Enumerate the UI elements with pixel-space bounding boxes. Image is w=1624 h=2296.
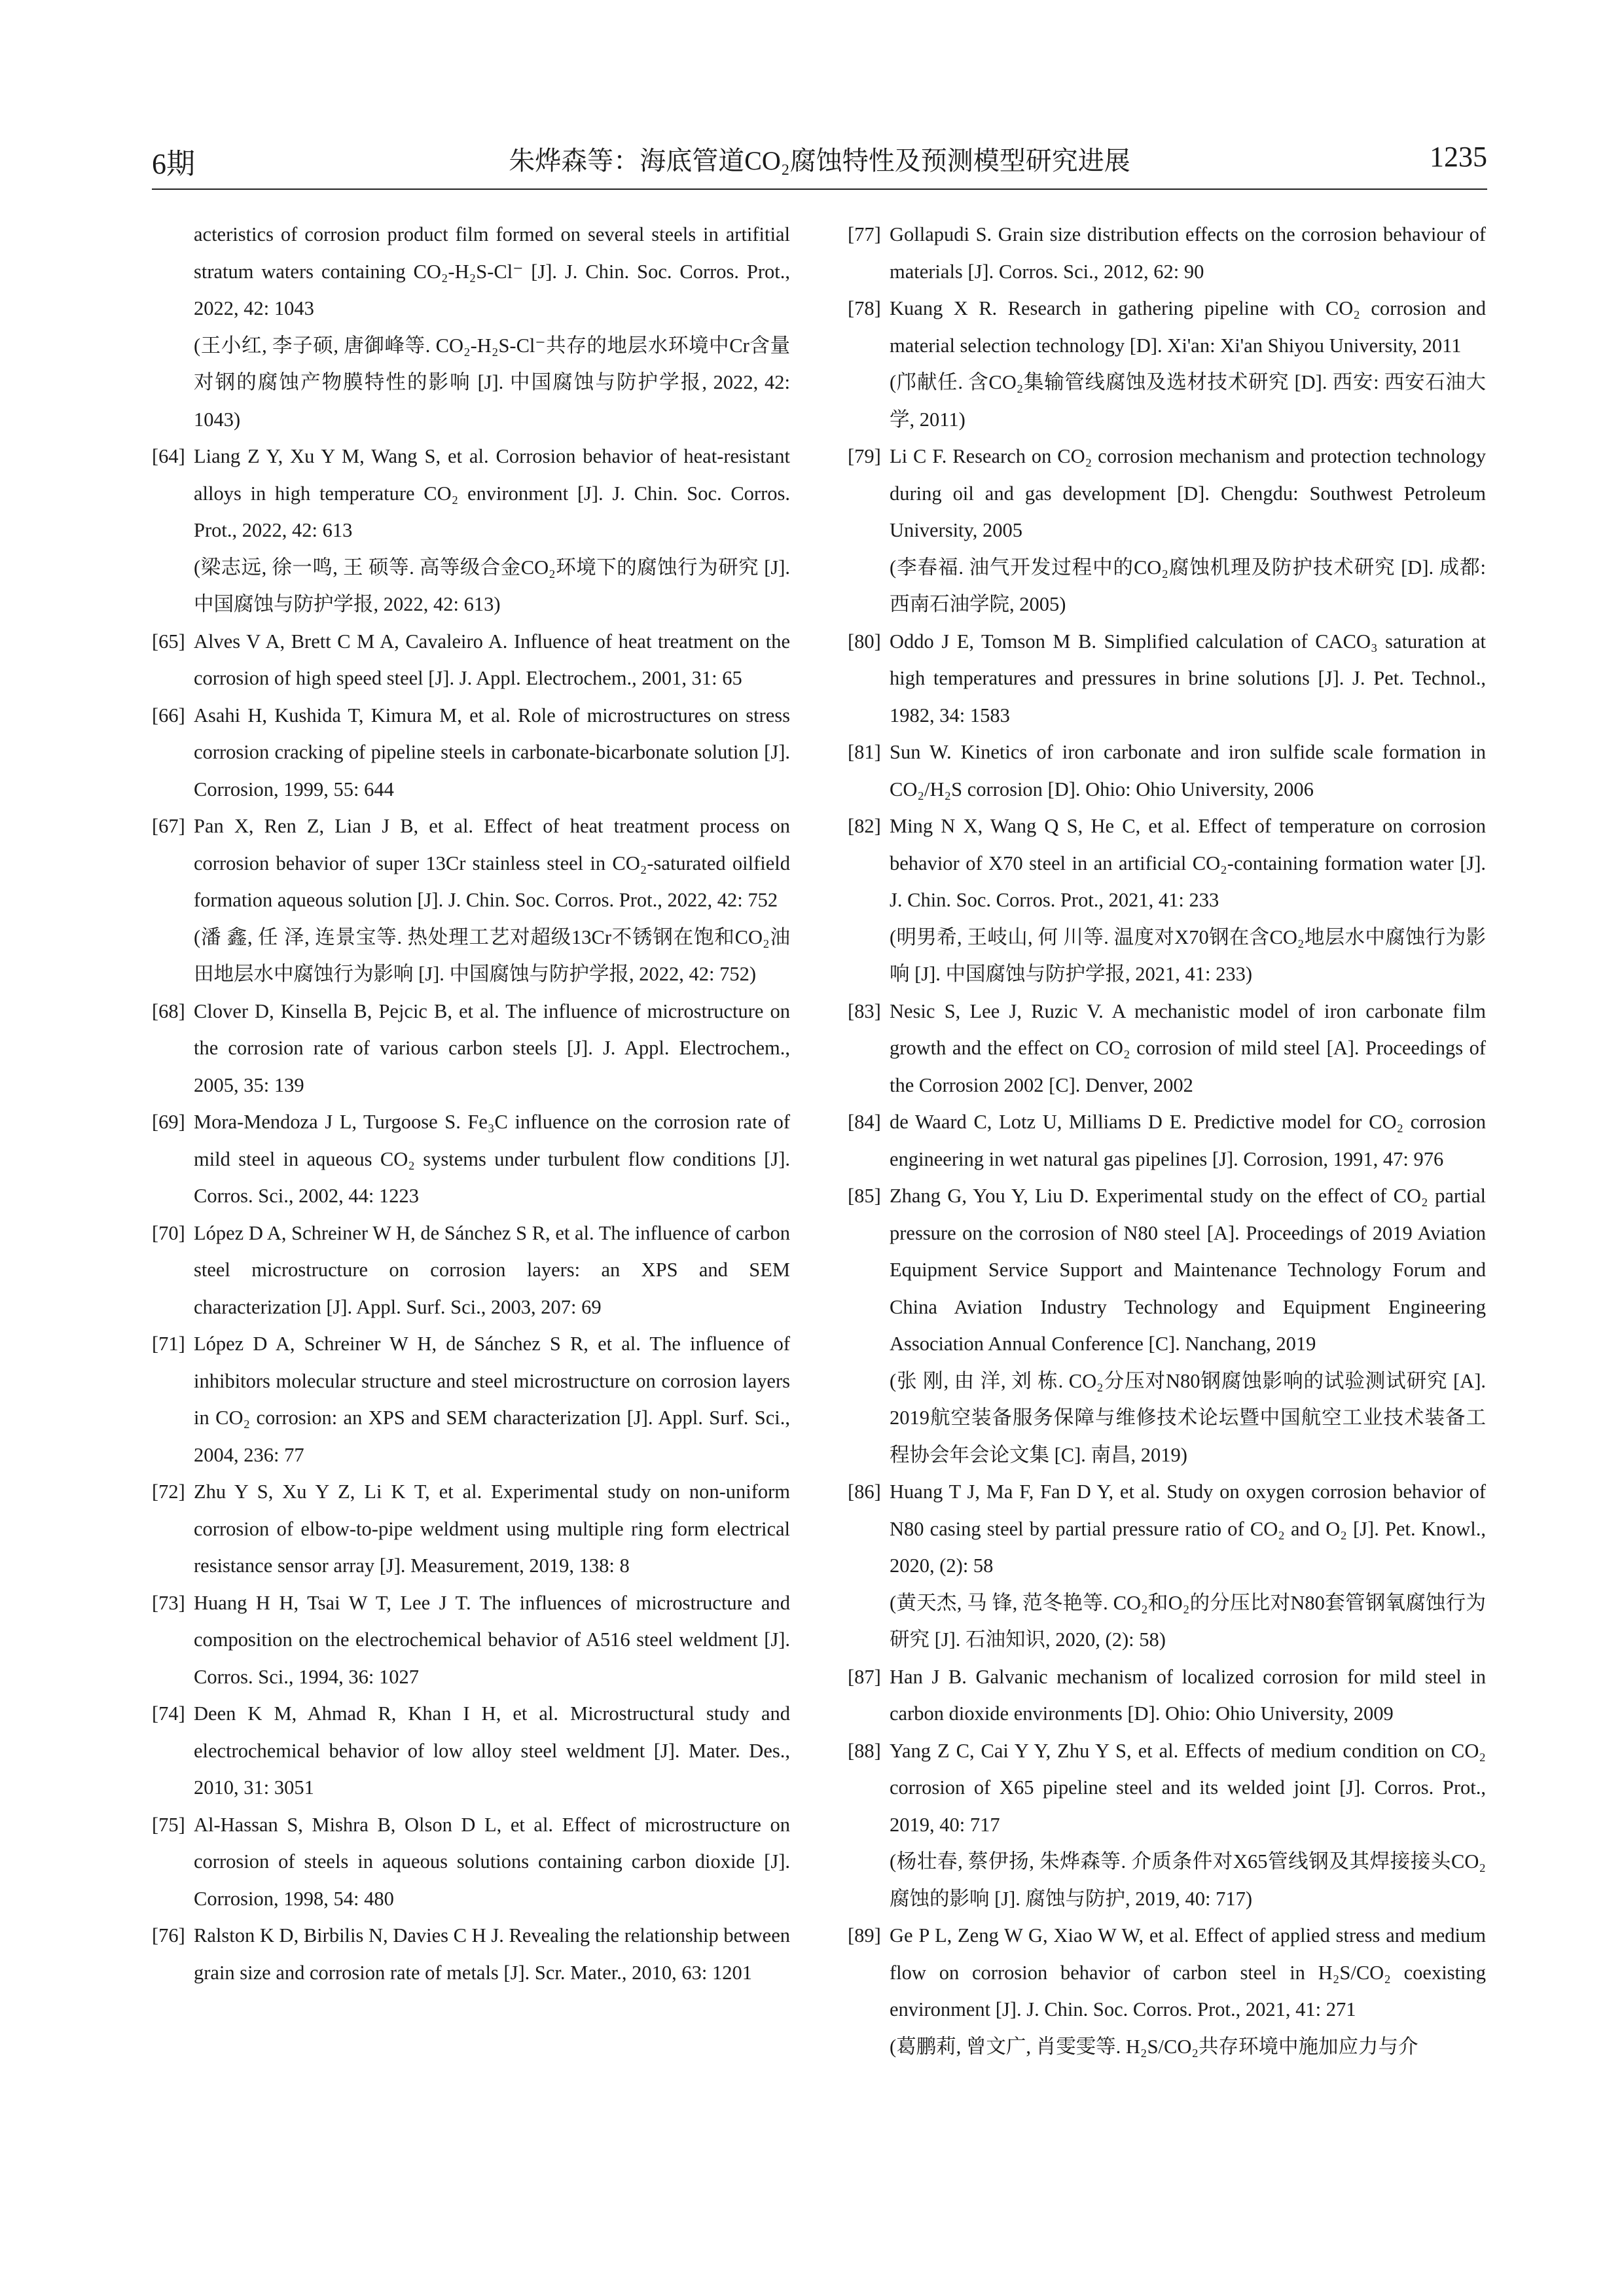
issue-number: 6期 <box>152 148 195 180</box>
reference-entry <box>152 216 790 438</box>
reference-text: Asahi H, Kushida T, Kimura M, et al. Role of microstructures on stress corrosion cracking of pipeline steels in carbonate-bicarbonate solution [J]. Corrosion, 1999, 55: 644 <box>194 704 790 800</box>
reference-entry <box>848 1103 1486 1177</box>
reference-entry <box>152 1695 790 1806</box>
reference-text: Deen K M, Ahmad R, Khan I H, et al. Microstructural study and electrochemical behavior of low alloy steel weldment [J]. Mater. Des., 2010, 31: 3051 <box>194 1702 790 1799</box>
reference-text: Pan X, Ren Z, Lian J B, et al. Effect of heat treatment process on corrosion behavior of super 13Cr stainless steel in CO₂-saturated oilfield formation aqueous solution [J]. J. Chin. Soc. Corros. Prot., 2022, 42: 752 <box>194 815 790 911</box>
reference-entry <box>152 1103 790 1215</box>
reference-number: [70] <box>152 1221 185 1244</box>
reference-entry <box>152 993 790 1104</box>
reference-number: [68] <box>152 999 185 1022</box>
reference-number: [87] <box>848 1665 881 1688</box>
reference-number: [84] <box>848 1111 881 1133</box>
reference-chinese-text: (李春福. 油气开发过程中的CO₂腐蚀机理及防护技术研究 [D]. 成都: 西南石油学院, 2005) <box>890 556 1486 615</box>
reference-number: [72] <box>152 1480 185 1503</box>
reference-entry <box>848 623 1486 734</box>
reference-entry <box>152 697 790 808</box>
reference-number: [65] <box>152 630 185 653</box>
reference-number: [73] <box>152 1591 185 1614</box>
reference-text: Han J B. Galvanic mechanism of localized corrosion for mild steel in carbon dioxide environments [D]. Ohio: Ohio University, 2009 <box>890 1665 1486 1725</box>
reference-entry <box>848 734 1486 808</box>
reference-number: [89] <box>848 1924 881 1946</box>
reference-number: [85] <box>848 1185 881 1207</box>
reference-text: Ge P L, Zeng W G, Xiao W W, et al. Effect of applied stress and medium flow on corrosion behavior of carbon steel in H₂S/CO₂ coexisting environment [J]. J. Chin. Soc. Corros. Prot., 2021, 41: 271 <box>890 1924 1486 2020</box>
reference-entry <box>152 1325 790 1473</box>
reference-chinese-text: (梁志远, 徐一鸣, 王 硕等. 高等级合金CO₂环境下的腐蚀行为研究 [J]. 中国腐蚀与防护学报, 2022, 42: 613) <box>194 556 790 615</box>
reference-text: Ming N X, Wang Q S, He C, et al. Effect of temperature on corrosion behavior of X70 steel in an artificial CO₂-containing formation water [J]. J. Chin. Soc. Corros. Prot., 2021, 41: 233 <box>890 815 1486 911</box>
reference-text: Nesic S, Lee J, Ruzic V. A mechanistic model of iron carbonate film growth and the effect on CO₂ corrosion of mild steel [A]. Proceedings of the Corrosion 2002 [C]. Denver, 2002 <box>890 999 1486 1096</box>
reference-number: [82] <box>848 815 881 837</box>
reference-text: Huang T J, Ma F, Fan D Y, et al. Study on oxygen corrosion behavior of N80 casing steel by partial pressure ratio of CO₂ and O₂ [J]. Pet. Knowl., 2020, (2): 58 <box>890 1480 1486 1577</box>
reference-text: de Waard C, Lotz U, Milliams D E. Predictive model for CO₂ corrosion engineering in wet natural gas pipelines [J]. Corrosion, 1991, 47: 976 <box>890 1111 1486 1170</box>
reference-chinese-text: (潘 鑫, 任 泽, 连景宝等. 热处理工艺对超级13Cr不锈钢在饱和CO₂油田地层水中腐蚀行为影响 [J]. 中国腐蚀与防护学报, 2022, 42: 752) <box>194 925 790 985</box>
reference-text: Kuang X R. Research in gathering pipeline with CO₂ corrosion and material selection technology [D]. Xi'an: Xi'an Shiyou University, 2011 <box>890 297 1486 357</box>
reference-text: Mora-Mendoza J L, Turgoose S. Fe₃C influence on the corrosion rate of mild steel in aqueous CO₂ systems under turbulent flow conditions [J]. Corros. Sci., 2002, 44: 1223 <box>194 1111 790 1207</box>
reference-entry <box>848 1659 1486 1732</box>
reference-text: Liang Z Y, Xu Y M, Wang S, et al. Corrosion behavior of heat-resistant alloys in high temperature CO₂ environment [J]. J. Chin. Soc. Corros. Prot., 2022, 42: 613 <box>194 445 790 541</box>
reference-number: [69] <box>152 1111 185 1133</box>
reference-text: Alves V A, Brett C M A, Cavaleiro A. Influence of heat treatment on the corrosion of high speed steel [J]. J. Appl. Electrochem., 2001, 31: 65 <box>194 630 790 689</box>
reference-entry <box>152 1215 790 1326</box>
reference-chinese-text: (黄天杰, 马 锋, 范冬艳等. CO₂和O₂的分压比对N80套管钢氧腐蚀行为研究 [J]. 石油知识, 2020, (2): 58) <box>890 1591 1486 1651</box>
reference-entry <box>848 216 1486 290</box>
reference-list-left-column <box>152 216 790 1991</box>
reference-text: Li C F. Research on CO₂ corrosion mechanism and protection technology during oil and gas development [D]. Chengdu: Southwest Petroleum University, 2005 <box>890 445 1486 541</box>
reference-text: Ralston K D, Birbilis N, Davies C H J. Revealing the relationship between grain size and corrosion rate of metals [J]. Scr. Mater., 2010, 63: 1201 <box>194 1924 790 1984</box>
reference-text: Huang H H, Tsai W T, Lee J T. The influences of microstructure and composition on the electrochemical behavior of A516 steel weldment [J]. Corros. Sci., 1994, 36: 1027 <box>194 1591 790 1688</box>
reference-number: [78] <box>848 297 881 319</box>
reference-entry <box>848 993 1486 1104</box>
reference-number: [77] <box>848 223 881 245</box>
reference-number: [76] <box>152 1924 185 1946</box>
reference-text: Clover D, Kinsella B, Pejcic B, et al. The influence of microstructure on the corrosion rate of various carbon steels [J]. J. Appl. Electrochem., 2005, 35: 139 <box>194 999 790 1096</box>
reference-entry <box>848 1473 1486 1659</box>
reference-entry <box>848 1177 1486 1473</box>
reference-text: Al-Hassan S, Mishra B, Olson D L, et al. Effect of microstructure on corrosion of steels in aqueous solutions containing carbon dioxide [J]. Corrosion, 1998, 54: 480 <box>194 1813 790 1910</box>
reference-entry <box>152 623 790 697</box>
reference-number: [88] <box>848 1739 881 1762</box>
reference-entry <box>152 1917 790 1991</box>
reference-text: Zhu Y S, Xu Y Z, Li K T, et al. Experimental study on non-uniform corrosion of elbow-to-pipe weldment using multiple ring form electrical resistance sensor array [J]. Measurement, 2019, 138: 8 <box>194 1480 790 1577</box>
reference-text: Gollapudi S. Grain size distribution effects on the corrosion behaviour of materials [J]. Corros. Sci., 2012, 62: 90 <box>890 223 1486 283</box>
reference-chinese-text: (邝献任. 含CO₂集输管线腐蚀及选材技术研究 [D]. 西安: 西安石油大学, 2011) <box>890 371 1486 431</box>
running-header <box>152 136 1487 190</box>
reference-entry <box>152 1806 790 1918</box>
reference-text: Yang Z C, Cai Y Y, Zhu Y S, et al. Effects of medium condition on CO₂ corrosion of X65 pipeline steel and its welded joint [J]. Corros. Prot., 2019, 40: 717 <box>890 1739 1486 1836</box>
reference-entry <box>848 808 1486 993</box>
reference-number: [86] <box>848 1480 881 1503</box>
reference-chinese-text: (王小红, 李子硕, 唐御峰等. CO₂-H₂S-Cl⁻共存的地层水环境中Cr含量对钢的腐蚀产物膜特性的影响 [J]. 中国腐蚀与防护学报, 2022, 42: 1043) <box>194 334 790 431</box>
running-title: 朱烨森等：海底管道CO₂腐蚀特性及预测模型研究进展 <box>509 146 1130 175</box>
reference-number: [81] <box>848 741 881 763</box>
reference-text: Zhang G, You Y, Liu D. Experimental study on the effect of CO₂ partial pressure on the corrosion of N80 steel [A]. Proceedings of 2019 Aviation Equipment Service Support and Maintenance Technology Forum and China Aviation Industry Technology and Equipment Engineering Association Annual Conference [C]. Nanchang, 2019 <box>890 1185 1486 1355</box>
reference-text: Oddo J E, Tomson M B. Simplified calculation of CACO₃ saturation at high temperatures and pressures in brine solutions [J]. J. Pet. Technol., 1982, 34: 1583 <box>890 630 1486 726</box>
reference-entry <box>848 1917 1486 2065</box>
reference-entry <box>152 438 790 623</box>
reference-text: acteristics of corrosion product film formed on several steels in artifitial stratum waters containing CO₂-H₂S-Cl⁻ [J]. J. Chin. Soc. Corros. Prot., 2022, 42: 1043 <box>194 223 790 319</box>
reference-text: Sun W. Kinetics of iron carbonate and iron sulfide scale formation in CO₂/H₂S corrosion [D]. Ohio: Ohio University, 2006 <box>890 741 1486 800</box>
reference-number: [80] <box>848 630 881 653</box>
reference-entry <box>848 290 1486 438</box>
reference-list-right-column <box>848 216 1486 2065</box>
reference-number: [79] <box>848 445 881 467</box>
reference-number: [67] <box>152 815 185 837</box>
reference-entry <box>152 808 790 993</box>
reference-number: [66] <box>152 704 185 726</box>
reference-entry <box>152 1585 790 1696</box>
reference-chinese-text: (张 刚, 由 洋, 刘 栋. CO₂分压对N80钢腐蚀影响的试验测试研究 [A]. 2019航空装备服务保障与维修技术论坛暨中国航空工业技术装备工程协会年会论文集 [C]. 南昌, 2019) <box>890 1369 1486 1466</box>
reference-chinese-text: (明男希, 王岐山, 何 川等. 温度对X70钢在含CO₂地层水中腐蚀行为影响 [J]. 中国腐蚀与防护学报, 2021, 41: 233) <box>890 925 1486 985</box>
reference-chinese-text: (葛鹏莉, 曾文广, 肖雯雯等. H₂S/CO₂共存环境中施加应力与介 <box>890 2035 1418 2058</box>
reference-number: [75] <box>152 1813 185 1836</box>
reference-entry <box>152 1473 790 1585</box>
page-number: 1235 <box>1430 141 1487 173</box>
reference-number: [71] <box>152 1333 185 1355</box>
reference-entry <box>848 438 1486 623</box>
reference-text: López D A, Schreiner W H, de Sánchez S R, et al. The influence of carbon steel microstructure on corrosion layers: an XPS and SEM characterization [J]. Appl. Surf. Sci., 2003, 207: 69 <box>194 1221 790 1318</box>
reference-text: López D A, Schreiner W H, de Sánchez S R, et al. The influence of inhibitors molecular structure and steel microstructure on corrosion layers in CO₂ corrosion: an XPS and SEM characterization [J]. Appl. Surf. Sci., 2004, 236: 77 <box>194 1333 790 1466</box>
reference-number: [64] <box>152 445 185 467</box>
reference-entry <box>848 1732 1486 1918</box>
reference-number: [74] <box>152 1702 185 1725</box>
reference-chinese-text: (杨壮春, 蔡伊扬, 朱烨森等. 介质条件对X65管线钢及其焊接接头CO₂腐蚀的影响 [J]. 腐蚀与防护, 2019, 40: 717) <box>890 1850 1486 1910</box>
reference-number: [83] <box>848 999 881 1022</box>
